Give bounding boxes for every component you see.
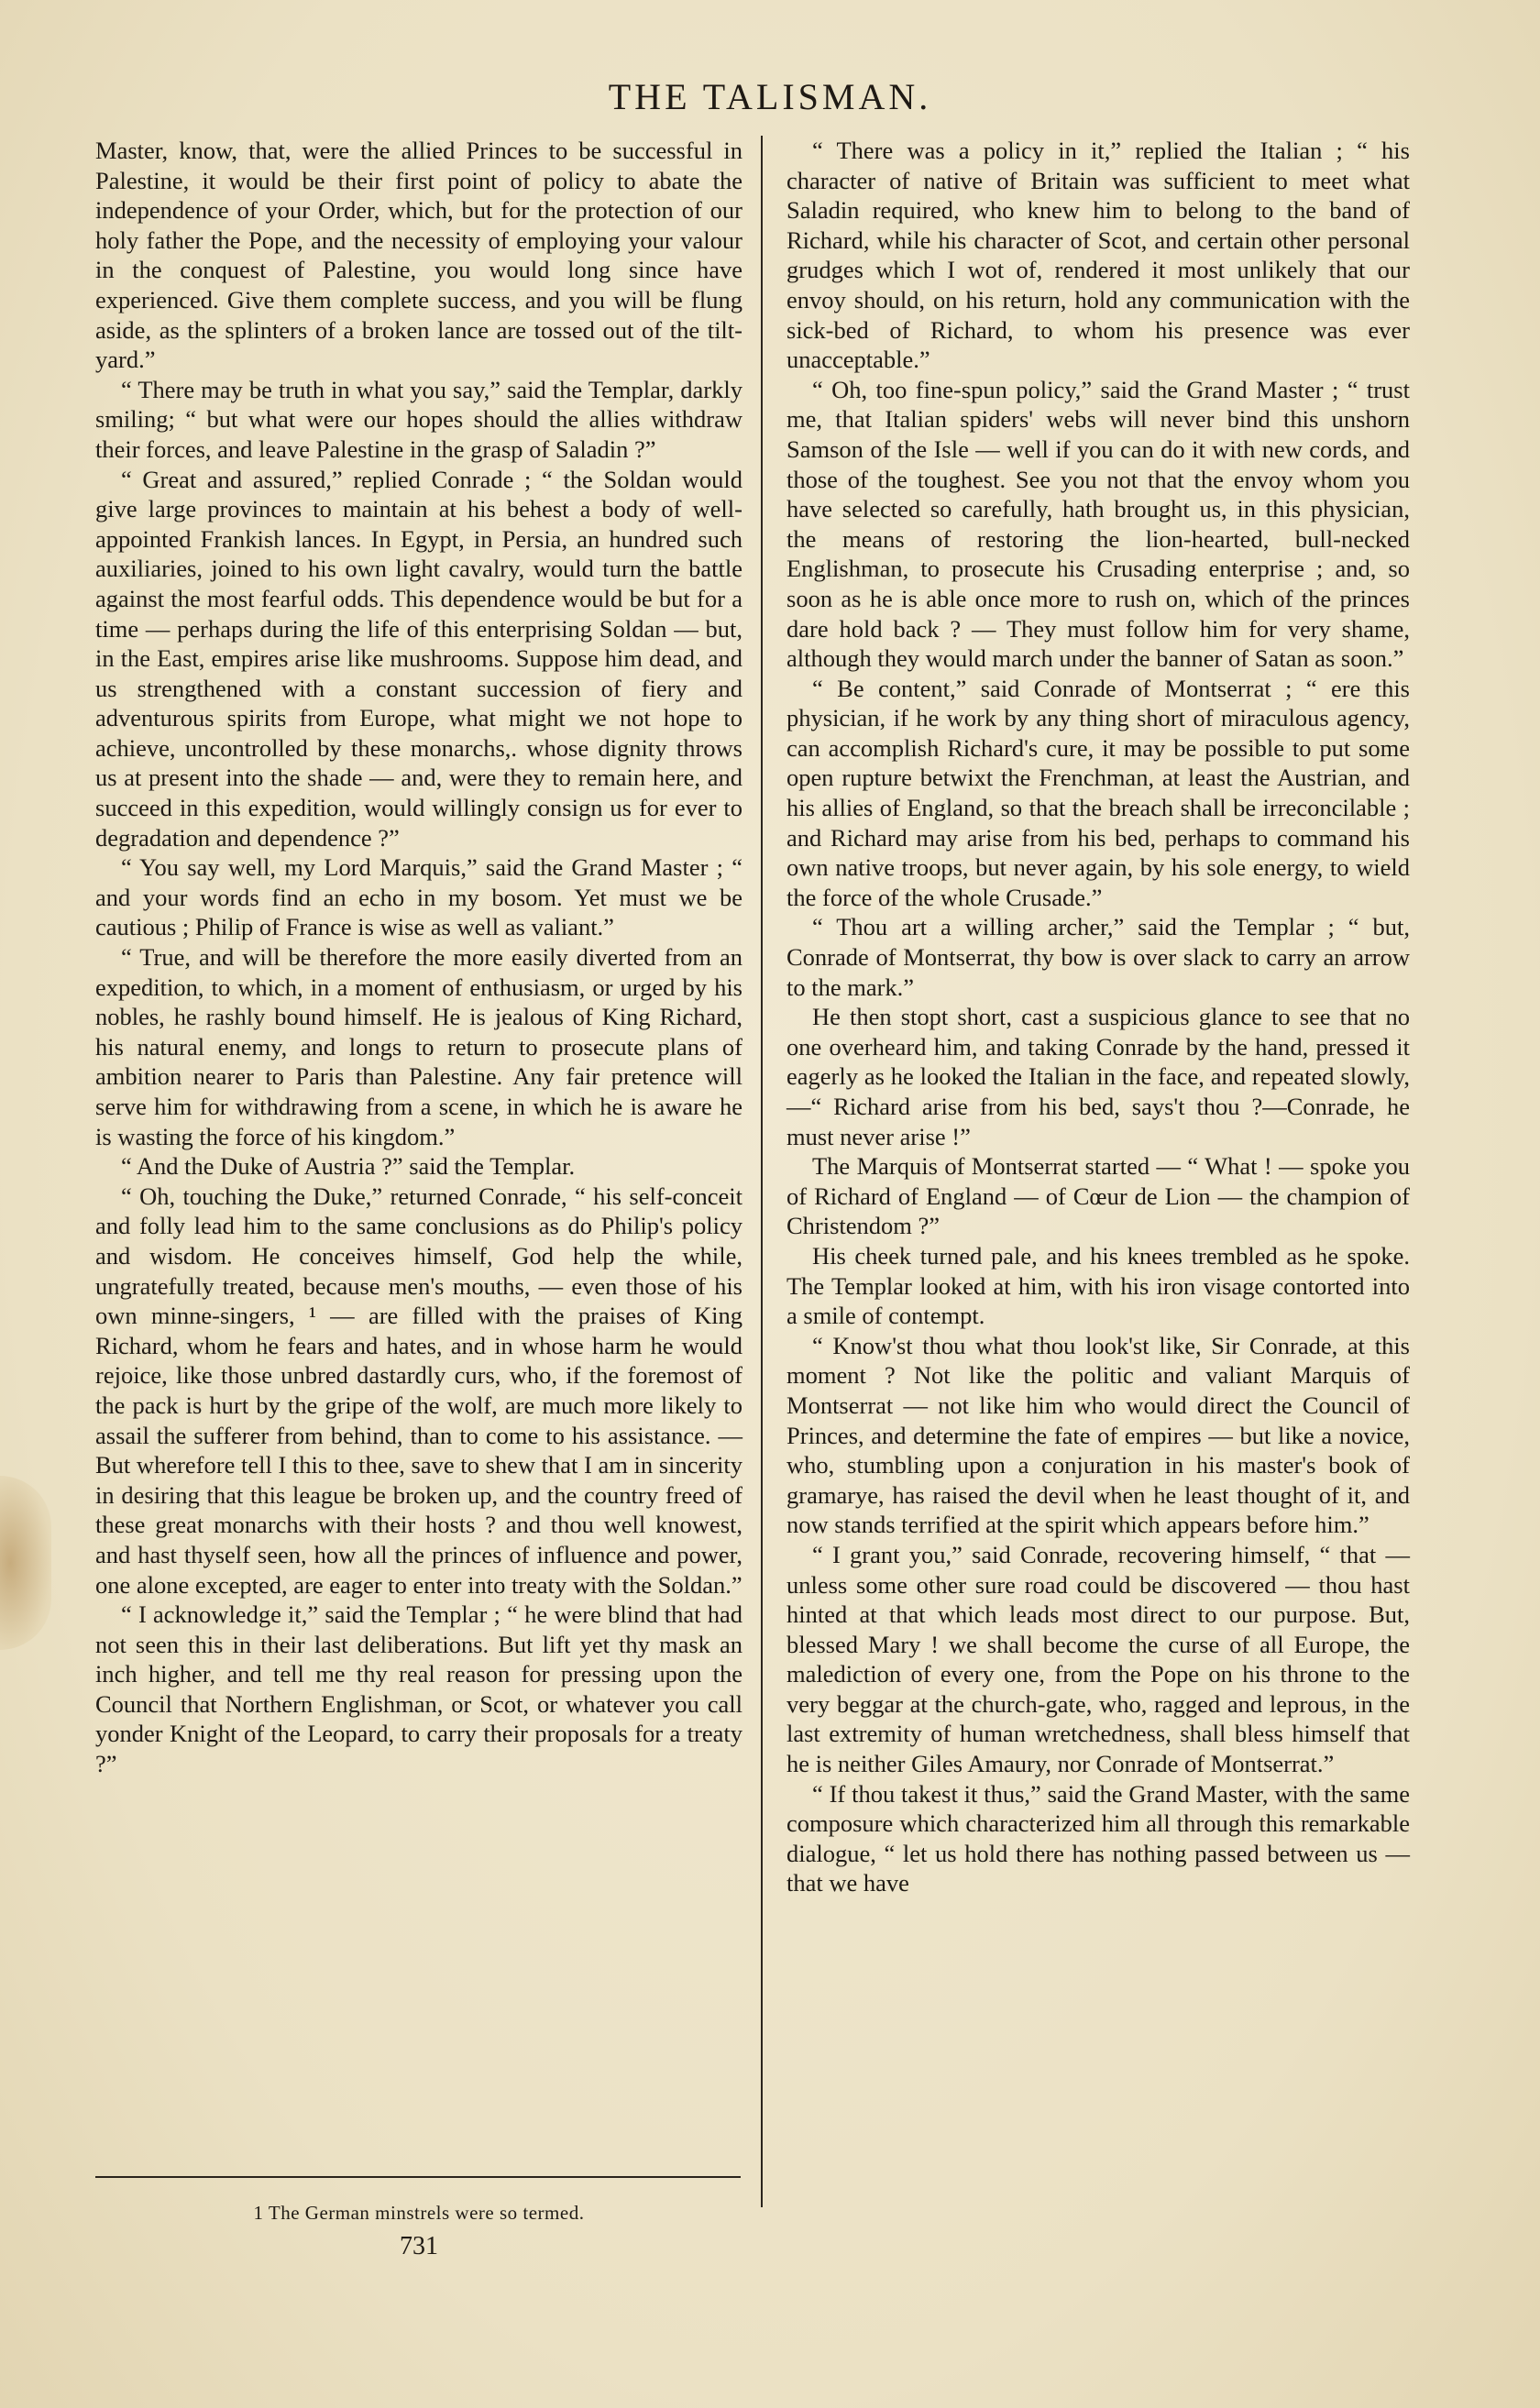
paragraph: Master, know, that, were the allied Princes to be successful in Palestine, it would be their first point of policy to abate the independence of your Order, which, but for the protection of our holy father the Pope, and the necessity of employing your valour in the conquest of Palestine, you would long since have experienced. Give them complete success, and you will be flung aside, as the splinters of a broken lance are tossed out of the tilt-yard.” bbox=[95, 137, 742, 374]
paragraph: His cheek turned pale, and his knees trembled as he spoke. The Templar looked at him, with his iron visage contorted into a smile of contempt. bbox=[786, 1241, 1410, 1330]
running-header: THE TALISMAN. bbox=[608, 76, 932, 117]
paragraph: The Marquis of Montserrat started — “ What ! — spoke you of Richard of England — of Cœur de Lion — the champion of Christendom ?” bbox=[786, 1152, 1410, 1240]
paragraph: He then stopt short, cast a suspicious glance to see that no one overheard him, and taking Conrade by the hand, pressed it eagerly as he looked the Italian in the face, and repeated slowly,—“ Richard arise from his bed, says't thou ?—Conrade, he must never arise !” bbox=[786, 1003, 1410, 1150]
right-column bbox=[786, 136, 1410, 1898]
paragraph: “ If thou takest it thus,” said the Grand Master, with the same composure which characterized him all through this remarkable dialogue, “ let us hold there has nothing passed between us — that we have bbox=[786, 1779, 1410, 1897]
footnote: 1 The German minstrels were so termed. bbox=[253, 2202, 585, 2224]
footnote-rule bbox=[95, 2176, 741, 2178]
paragraph: “ Be content,” said Conrade of Montserrat ; “ ere this physician, if he work by any thing short of miraculous agency, can accomplish Richard's cure, it may be possible to put some open rupture betwixt the Frenchman, at least the Austrian, and his allies of England, so that the breach shall be irreconcilable ; and Richard may arise from his bed, perhaps to command his own native troops, but never again, by his sole energy, to wield the force of the whole Crusade.” bbox=[786, 674, 1410, 911]
paragraph: “ Oh, touching the Duke,” returned Conrade, “ his self-conceit and folly lead him to the same conclusions as do Philip's policy and wisdom. He conceives himself, God help the while, ungratefully treated, because men's mouths, — even those of his own minne-singers, ¹ — are filled with the praises of King Richard, whom he fears and hates, and in whose harm he would rejoice, like those unbred dastardly curs, who, if the foremost of the pack is hurt by the gripe of the wolf, are much more likely to assail the sufferer from behind, than to come to his assistance. — But wherefore tell I this to thee, save to shew that I am in sincerity in desiring that this league be broken up, and the country freed of these great monarchs with their hosts ? and thou well knowest, and hast thyself seen, how all the princes of influence and power, one alone excepted, are eager to enter into treaty with the Soldan.” bbox=[95, 1182, 742, 1599]
paragraph: “ True, and will be therefore the more easily diverted from an expedition, to which, in a moment of enthusiasm, or urged by his nobles, he rashly bound himself. He is jealous of King Richard, his natural enemy, and longs to return to prosecute plans of ambition nearer to Paris than Palestine. Any fair pretence will serve him for withdrawing from a scene, in which he is aware he is wasting the force of his kingdom.” bbox=[95, 943, 742, 1150]
paragraph: “ Know'st thou what thou look'st like, Sir Conrade, at this moment ? Not like the politic and valiant Marquis of Montserrat — not like him who would direct the Council of Princes, and determine the fate of empires — but like a novice, who, stumbling upon a conjuration in his master's book of gramarye, has raised the devil when he least thought of it, and now stands terrified at the spirit which appears before him.” bbox=[786, 1331, 1410, 1539]
paragraph: “ Great and assured,” replied Conrade ; “ the Soldan would give large provinces to maintain at his behest a body of well-appointed Frankish lances. In Egypt, in Persia, an hundred such auxiliaries, joined to his own light cavalry, would turn the battle against the most fearful odds. This dependence would be but for a time — perhaps during the life of this enterprising Soldan — but, in the East, empires arise like mushrooms. Suppose him dead, and us strengthened with a constant succession of fiery and adventurous spirits from Europe, what might we not hope to achieve, uncontrolled by these monarchs,. whose dignity throws us at present into the shade — and, were they to remain here, and succeed in this expedition, would willingly consign us for ever to degradation and dependence ?” bbox=[95, 465, 742, 852]
paper-stain bbox=[0, 1476, 51, 1650]
column-divider bbox=[761, 136, 763, 2207]
paragraph: “ I grant you,” said Conrade, recovering himself, “ that — unless some other sure road could be discovered — thou hast hinted at that which leads most direct to our purpose. But, blessed Mary ! we shall become the curse of all Europe, the malediction of every one, from the Pope on his throne to the very beggar at the church-gate, who, ragged and leprous, in the last extremity of human wretchedness, shall bless himself that he is neither Giles Amaury, nor Conrade of Montserrat.” bbox=[786, 1540, 1410, 1778]
paragraph: “ Thou art a willing archer,” said the Templar ; “ but, Conrade of Montserrat, thy bow is over slack to carry an arrow to the mark.” bbox=[786, 913, 1410, 1001]
paragraph: “ I acknowledge it,” said the Templar ; “ he were blind that had not seen this in their last deliberations. But lift yet thy mask an inch higher, and tell me thy real reason for pressing upon the Council that Northern Englishman, or Scot, or whatever you call yonder Knight of the Leopard, to carry their proposals for a treaty ?” bbox=[95, 1600, 742, 1778]
paragraph: “ You say well, my Lord Marquis,” said the Grand Master ; “ and your words find an echo in my bosom. Yet must we be cautious ; Philip of France is wise as well as valiant.” bbox=[95, 853, 742, 941]
paragraph: “ Oh, too fine-spun policy,” said the Grand Master ; “ trust me, that Italian spiders' webs will never bind this unshorn Samson of the Isle — well if you can do it with new cords, and those of the toughest. See you not that the envoy whom you have selected so carefully, hath brought us, in this physician, the means of restoring the lion-hearted, bull-necked Englishman, to prosecute his Crusading enterprise ; and, so soon as he is able once more to rush on, which of the princes dare hold back ? — They must follow him for very shame, although they would march under the banner of Satan as soon.” bbox=[786, 375, 1410, 673]
page-number: 731 bbox=[400, 2232, 438, 2260]
paragraph: “ There may be truth in what you say,” said the Templar, darkly smiling; “ but what were our hopes should the allies withdraw their forces, and leave Palestine in the grasp of Saladin ?” bbox=[95, 375, 742, 463]
paragraph: “ There was a policy in it,” replied the Italian ; “ his character of native of Britain was sufficient to meet what Saladin required, who knew him to belong to the band of Richard, while his character of Scot, and certain other personal grudges which I wot of, rendered it most unlikely that our envoy should, on his return, hold any communication with the sick-bed of Richard, to whom his presence was ever unacceptable.” bbox=[786, 137, 1410, 374]
paragraph: “ And the Duke of Austria ?” said the Templar. bbox=[121, 1152, 576, 1181]
left-column bbox=[95, 136, 742, 1779]
